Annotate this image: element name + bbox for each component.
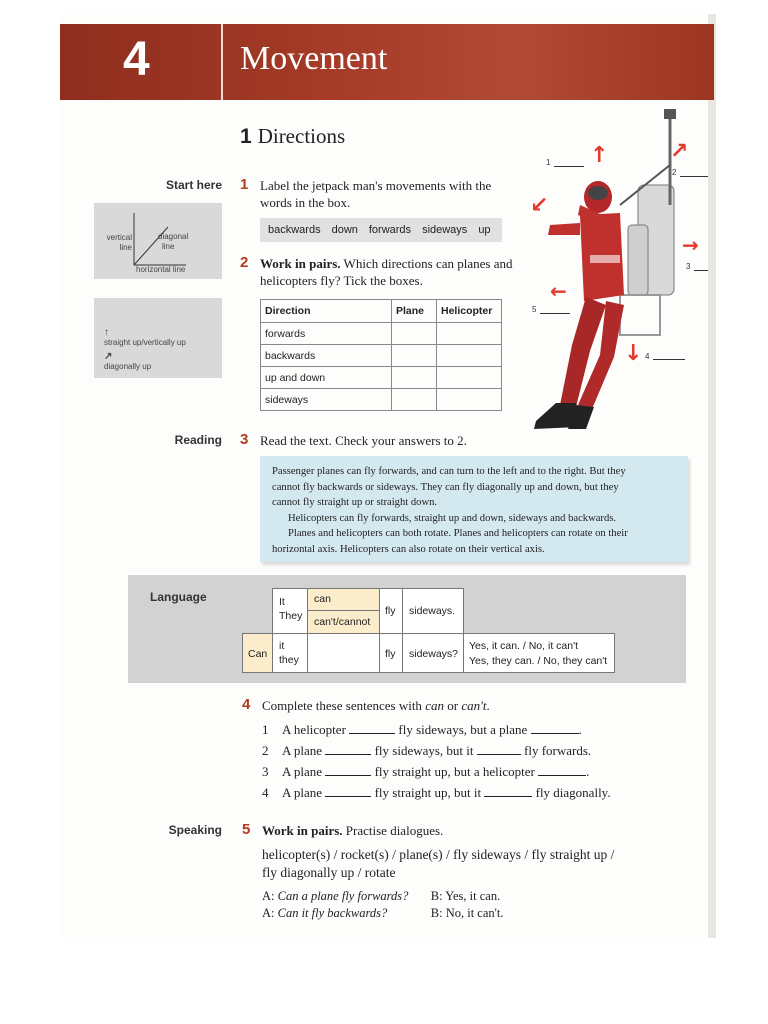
- word-up: up: [478, 224, 491, 236]
- dialogue-question: Can a plane fly forwards?: [277, 889, 409, 903]
- row-label: forwards: [261, 323, 392, 345]
- header-direction: Direction: [261, 300, 392, 323]
- label-straight-up: straight up/vertically up: [104, 338, 186, 347]
- arrow-down-icon: ↓: [624, 341, 643, 366]
- label-line: [653, 359, 685, 360]
- short-answer-they: Yes, they can. / No, they can't: [469, 655, 608, 667]
- sentence-part: fly sideways, but a plane: [398, 722, 528, 737]
- arrow-backwards-diagonal-icon: ↙: [530, 193, 549, 218]
- answer-blank[interactable]: [325, 786, 371, 797]
- header-helicopter: Helicopter: [437, 300, 502, 323]
- exercise-1-line2: words in the box.: [260, 195, 351, 210]
- side-label-start-here: Start here: [165, 178, 222, 192]
- exercise-1-instruction: [260, 177, 491, 211]
- answer-blank[interactable]: [325, 744, 371, 755]
- question-empty-cell: [307, 633, 380, 673]
- sentence-part: A helicopter: [282, 722, 346, 737]
- photo-label-5: 5: [532, 305, 537, 314]
- reading-line: Passenger planes can fly forwards, and can turn to the left and to the right. But they: [272, 466, 626, 477]
- exercise-5-bold: Work in pairs.: [262, 823, 343, 838]
- sentence-number: 1: [262, 722, 269, 737]
- photo-label-2: 2: [672, 168, 677, 177]
- section-number: 1: [240, 125, 252, 148]
- speaker-a: A:: [262, 906, 275, 920]
- speaker-b: B:: [430, 889, 443, 903]
- exercise-2-bold: Work in pairs.: [260, 256, 341, 271]
- sentence-part: fly straight up, but it: [374, 785, 482, 800]
- word-down: down: [331, 224, 358, 236]
- subject-it: It: [279, 596, 285, 608]
- sentence-number: 4: [262, 785, 269, 800]
- plane-tickbox[interactable]: [392, 323, 437, 345]
- words-line-1: helicopter(s) / rocket(s) / plane(s) / fly sideways / fly straight up /: [262, 847, 615, 862]
- short-answer-it: Yes, it can. / No, it can't: [469, 640, 579, 652]
- dialogue-question: Can it fly backwards?: [277, 906, 388, 920]
- subject-it-question: it: [279, 640, 285, 652]
- exercise-2-instruction: [260, 255, 513, 289]
- exercise-1-number: 1: [240, 176, 249, 193]
- label-diagonally-up: diagonally up: [104, 362, 152, 371]
- arrow-up-icon: ↑: [590, 143, 609, 168]
- header-plane: Plane: [392, 300, 437, 323]
- table-row: [261, 323, 502, 345]
- arrow-right-icon: →: [682, 233, 699, 257]
- label-diagonal-line: line: [162, 242, 175, 251]
- label-line: [554, 166, 584, 167]
- sentence-item: [262, 782, 611, 803]
- exercise-4-text: Complete these sentences with: [262, 698, 426, 713]
- exercise-3-number: 3: [240, 431, 249, 448]
- row-label: up and down: [261, 367, 392, 389]
- sentence-number: 3: [262, 764, 269, 779]
- exercise-2-rest: Which directions can planes and: [340, 256, 513, 271]
- sentence-part: A plane: [282, 785, 323, 800]
- exercise-5-rest: Practise dialogues.: [342, 823, 444, 838]
- subject-they: They: [279, 610, 303, 622]
- adverb-sideways-cell: sideways.: [402, 588, 464, 634]
- helicopter-tickbox[interactable]: [437, 323, 502, 345]
- subject-they-question: they: [279, 654, 299, 666]
- word-box: [260, 218, 502, 242]
- question-adverb-cell: sideways?: [402, 633, 464, 673]
- chapter-number: 4: [123, 33, 150, 86]
- arrow-diagonal-icon: ↗: [104, 351, 113, 362]
- section-title: [240, 124, 345, 149]
- photo-label-3: 3: [686, 262, 691, 271]
- section-title-text: Directions: [257, 124, 346, 148]
- chapter-title: Movement: [240, 40, 388, 77]
- sidebar-direction-arrows: [94, 298, 222, 378]
- helicopter-tickbox[interactable]: [437, 345, 502, 367]
- photo-label-1: 1: [546, 158, 551, 167]
- side-label-reading: Reading: [174, 433, 222, 447]
- sentence-part: A plane: [282, 743, 323, 758]
- modal-cant-cell: can't/cannot: [307, 610, 380, 634]
- label-horizontal-line: horizontal line: [136, 265, 186, 274]
- label-line: [680, 176, 708, 177]
- answer-blank[interactable]: [325, 765, 371, 776]
- sentence-part: fly straight up, but a helicopter: [374, 764, 535, 779]
- sentence-number: 2: [262, 743, 269, 758]
- answer-blank[interactable]: [484, 786, 532, 797]
- exercise-4-number: 4: [242, 696, 251, 713]
- answer-blank[interactable]: [531, 723, 579, 734]
- dialogue-row: [262, 888, 503, 905]
- exercise-5-number: 5: [242, 821, 251, 838]
- word-or: or: [443, 698, 462, 713]
- speaker-a: A:: [262, 889, 275, 903]
- table-header-row: [261, 300, 502, 323]
- short-answer-cell: [463, 633, 615, 673]
- exercise-2-number: 2: [240, 254, 249, 271]
- period: .: [486, 698, 490, 713]
- label-line: [694, 270, 708, 271]
- sentence-item: [262, 719, 611, 740]
- modal-can-cell: can: [307, 588, 380, 611]
- sidebar-diagram-lines: [94, 203, 222, 279]
- word-backwards: backwards: [268, 224, 321, 236]
- banner-divider: [221, 24, 223, 100]
- table-row: [261, 345, 502, 367]
- sentence-item: [262, 740, 611, 761]
- sentence-part: A plane: [282, 764, 323, 779]
- word-sideways: sideways: [422, 224, 468, 236]
- answer-blank[interactable]: [538, 765, 586, 776]
- label-diagonal: diagonal: [158, 232, 189, 241]
- plane-tickbox[interactable]: [392, 367, 437, 389]
- exercise-5-words: [262, 846, 614, 882]
- label-line: [540, 313, 570, 314]
- sentence-part: .: [586, 764, 590, 779]
- arrow-diagonal-icon: ↗: [670, 139, 689, 164]
- word-can: can: [425, 698, 444, 713]
- row-label: backwards: [261, 345, 392, 367]
- verb-fly-cell: fly: [379, 588, 403, 634]
- sentence-item: [262, 761, 611, 782]
- exercise-5-instruction: [262, 822, 443, 839]
- word-cant: can't: [461, 698, 487, 713]
- sentence-list: [262, 719, 611, 803]
- dialogue-answer: No, it can't.: [445, 906, 504, 920]
- exercise-4-instruction: [262, 697, 490, 714]
- sentence-part: fly diagonally.: [535, 785, 611, 800]
- word-forwards: forwards: [368, 224, 412, 236]
- arrow-left-icon: ←: [550, 279, 567, 303]
- sentence-part: .: [578, 722, 582, 737]
- question-verb-cell: fly: [379, 633, 403, 673]
- side-label-language: Language: [150, 590, 207, 604]
- arrow-up-icon: ↑: [104, 327, 109, 338]
- label-vertical: vertical: [106, 233, 132, 242]
- reading-line: cannot fly straight up or straight down.: [272, 497, 438, 509]
- grammar-subject-cell: [272, 588, 308, 634]
- plane-tickbox[interactable]: [392, 389, 437, 411]
- reading-line: cannot fly backwards or sideways. They can fly diagonally up and down, but they: [272, 481, 619, 493]
- speaker-b: B:: [430, 906, 443, 920]
- photo-label-4: 4: [645, 352, 650, 361]
- label-vertical-line: line: [119, 243, 132, 252]
- reading-line: Helicopters can fly forwards, straight up and down, sideways and backwards.: [288, 512, 617, 524]
- row-label: sideways: [261, 389, 392, 411]
- answer-blank[interactable]: [477, 744, 521, 755]
- exercise-3-instruction: Read the text. Check your answers to 2.: [260, 433, 467, 448]
- sentence-part: fly forwards.: [524, 743, 592, 758]
- reading-line: horizontal axis. Helicopters can also rotate on their vertical axis.: [272, 543, 545, 555]
- exercise-1-line1: Label the jetpack man's movements with the: [260, 178, 492, 193]
- helicopter-tickbox[interactable]: [437, 367, 502, 389]
- reading-text: [272, 464, 682, 558]
- helicopter-tickbox[interactable]: [437, 389, 502, 411]
- direction-table: [260, 299, 502, 411]
- dialogue-row: [262, 905, 503, 922]
- side-label-speaking: Speaking: [168, 823, 222, 837]
- answer-blank[interactable]: [349, 723, 395, 734]
- table-row: [261, 389, 502, 411]
- jetpack-photo: [520, 105, 710, 440]
- dialogue-answer: Yes, it can.: [445, 889, 501, 903]
- exercise-2-line2: helicopters fly? Tick the boxes.: [260, 273, 423, 288]
- words-line-2: fly diagonally up / rotate: [262, 865, 396, 880]
- reading-line: Planes and helicopters can both rotate. Planes and helicopters can rotate on their: [288, 528, 628, 540]
- dialogue-examples: [262, 888, 503, 922]
- plane-tickbox[interactable]: [392, 345, 437, 367]
- table-row: [261, 367, 502, 389]
- question-subject-cell: [272, 633, 308, 673]
- sentence-part: fly sideways, but it: [374, 743, 474, 758]
- question-can-cell: Can: [242, 633, 273, 673]
